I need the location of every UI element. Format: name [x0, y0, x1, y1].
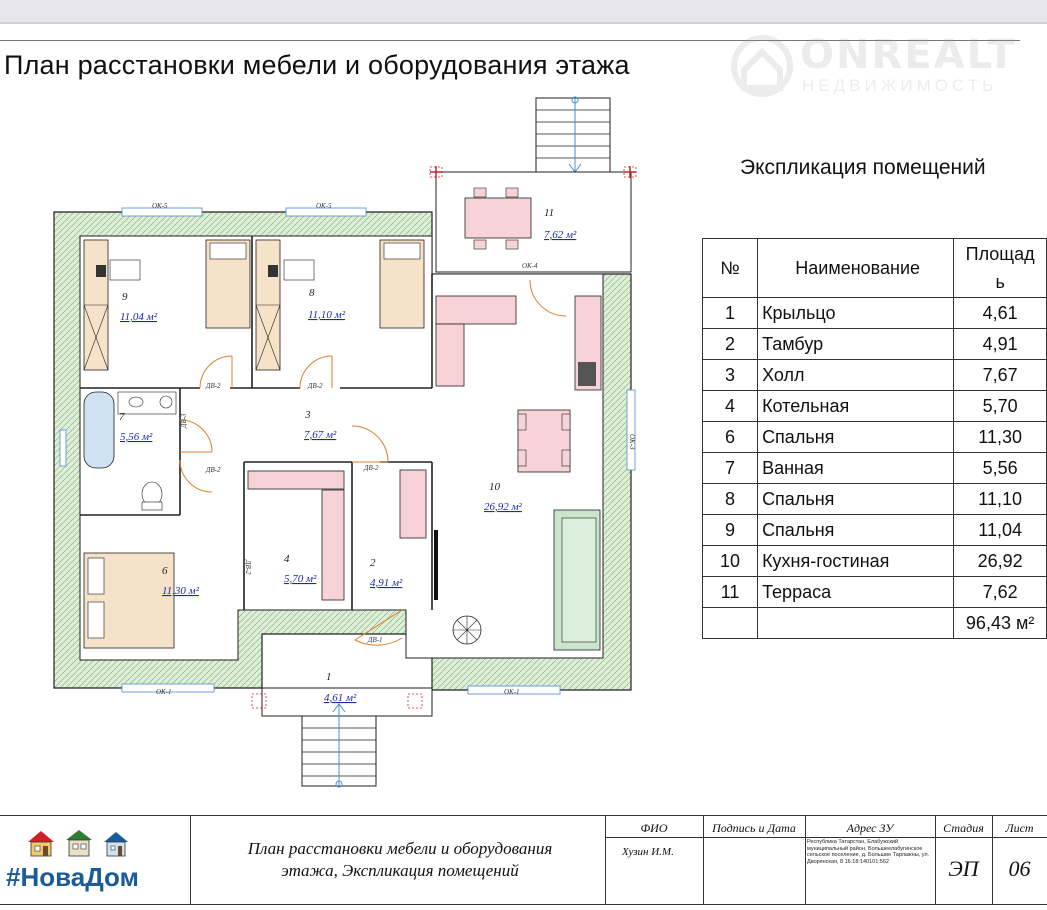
- stage-value: ЭП: [948, 856, 979, 881]
- row-no: 6: [703, 422, 758, 453]
- row-no: 8: [703, 484, 758, 515]
- header-name: Наименование: [758, 239, 954, 298]
- watermark-text: ONREALT: [800, 32, 1017, 78]
- explication-title: Экспликация помещений: [740, 156, 986, 179]
- room-area: 7,67 м²: [304, 429, 337, 441]
- row-name: Спальня: [758, 422, 954, 453]
- floor-plan: [40, 90, 640, 800]
- stamp-divider: [190, 815, 191, 905]
- sign-header: Подпись и Дата: [712, 821, 796, 835]
- door-mark: ДВ-2: [206, 466, 221, 474]
- brand-logo: #НоваДом: [6, 862, 139, 892]
- table-row: [703, 329, 1047, 360]
- row-name: Спальня: [758, 515, 954, 546]
- room-number: 1: [326, 671, 332, 683]
- room-area: 11,30 м²: [162, 585, 200, 597]
- row-name: Тамбур: [758, 329, 954, 360]
- row-name: Спальня: [758, 484, 954, 515]
- header-area-line1: Площад: [965, 244, 1035, 264]
- row-area: 11,30: [954, 422, 1047, 453]
- row-area: 7,62: [954, 577, 1047, 608]
- table-row: [703, 546, 1047, 577]
- brand-houses-icon: [26, 828, 136, 858]
- row-name: Ванная: [758, 453, 954, 484]
- table-row: [703, 298, 1047, 329]
- stamp-top-rule: [0, 815, 1047, 816]
- row-name: Крыльцо: [758, 298, 954, 329]
- room-number: 6: [162, 565, 168, 577]
- row-name: Холл: [758, 360, 954, 391]
- table-row: [703, 577, 1047, 608]
- row-area: 4,61: [954, 298, 1047, 329]
- room-area: 11,10 м²: [308, 309, 346, 321]
- row-no: 3: [703, 360, 758, 391]
- address-header: Адрес ЗУ: [846, 821, 894, 835]
- header-area: [954, 239, 1047, 298]
- window-mark: ОК-1: [156, 688, 172, 696]
- row-no: 1: [703, 298, 758, 329]
- row-name: Кухня-гостиная: [758, 546, 954, 577]
- window-mark: ОК-5: [316, 202, 332, 210]
- row-area: 4,91: [954, 329, 1047, 360]
- row-area: 5,56: [954, 453, 1047, 484]
- author-name: Хузин И.М.: [622, 846, 674, 858]
- drawing-title-line2: этажа, Экспликация помещений: [281, 861, 519, 880]
- room-area: 5,70 м²: [284, 573, 317, 585]
- room-number: 10: [489, 481, 500, 493]
- door-mark: ДВ-1: [368, 636, 383, 644]
- room-number: 2: [370, 557, 376, 569]
- window-mark: ОК-4: [522, 262, 538, 270]
- row-no: 9: [703, 515, 758, 546]
- room-number: 4: [284, 553, 290, 565]
- door-mark: ДВ-2: [244, 560, 252, 575]
- watermark-subtext: НЕДВИЖИМОСТЬ: [802, 76, 998, 95]
- door-mark: ДВ-2: [206, 382, 221, 390]
- table-row: [703, 360, 1047, 391]
- total-empty-cell: [703, 608, 758, 639]
- room-area: 5,56 м²: [120, 431, 153, 443]
- door-mark: ДВ-3: [180, 413, 188, 428]
- house-logo-icon: [730, 30, 794, 100]
- row-area: 26,92: [954, 546, 1047, 577]
- table-row: [703, 391, 1047, 422]
- row-no: 4: [703, 391, 758, 422]
- row-area: 11,10: [954, 484, 1047, 515]
- row-name: Котельная: [758, 391, 954, 422]
- room-area: 4,91 м²: [370, 577, 403, 589]
- header-no: №: [703, 239, 758, 298]
- table-row: [703, 515, 1047, 546]
- row-no: 11: [703, 577, 758, 608]
- total-empty-cell: [758, 608, 954, 639]
- explication-table: [702, 238, 1047, 639]
- table-row: [703, 484, 1047, 515]
- fio-header: ФИО: [640, 821, 668, 835]
- header-area-line2: ь: [995, 272, 1005, 292]
- total-row: [703, 608, 1047, 639]
- room-number: 11: [544, 207, 555, 219]
- sheet-value: 06: [1008, 856, 1031, 881]
- room-number: 8: [309, 287, 315, 299]
- door-mark: ДВ-2: [364, 464, 379, 472]
- room-number: 7: [119, 411, 125, 423]
- stamp-header-rule: [605, 837, 1047, 838]
- window-mark: ОК-3: [628, 434, 636, 450]
- row-area: 11,04: [954, 515, 1047, 546]
- table-row: [703, 422, 1047, 453]
- sheet-header: Лист: [1005, 821, 1034, 835]
- stamp-bottom-rule: [0, 904, 1047, 905]
- room-number: 9: [122, 291, 128, 303]
- total-area: 96,43 м²: [954, 608, 1047, 639]
- top-toolbar: [0, 0, 1047, 24]
- row-name: Терраса: [758, 577, 954, 608]
- watermark: [730, 28, 1030, 108]
- drawing-title-line1: План расстановки мебели и оборудования: [247, 839, 553, 858]
- table-row: [703, 453, 1047, 484]
- page-title: План расстановки мебели и оборудования этажа: [4, 50, 630, 80]
- stage-header: Стадия: [943, 821, 984, 835]
- row-no: 2: [703, 329, 758, 360]
- drawing-title: [200, 838, 600, 882]
- room-area: 7,62 м²: [544, 229, 577, 241]
- terrace-stairs: [536, 97, 610, 172]
- row-no: 10: [703, 546, 758, 577]
- window-mark: ОК-1: [504, 688, 520, 696]
- room-area: 4,61 м²: [324, 692, 357, 704]
- explication-header-row: [703, 239, 1047, 298]
- room-area: 11,04 м²: [120, 311, 158, 323]
- door-mark: ДВ-2: [308, 382, 323, 390]
- row-no: 7: [703, 453, 758, 484]
- terrace: [430, 166, 636, 272]
- room-number: 3: [305, 409, 311, 421]
- address-text: Республика Татарстан, Елабужский муниципальный район, Большеелабугинское сельское поселение, д. Большие Тарлажны, ул. Дворянская, 8 16:18:140101:562: [807, 839, 930, 865]
- row-area: 5,70: [954, 391, 1047, 422]
- room-area: 26,92 м²: [484, 501, 522, 513]
- window-mark: ОК-5: [152, 202, 168, 210]
- row-area: 7,67: [954, 360, 1047, 391]
